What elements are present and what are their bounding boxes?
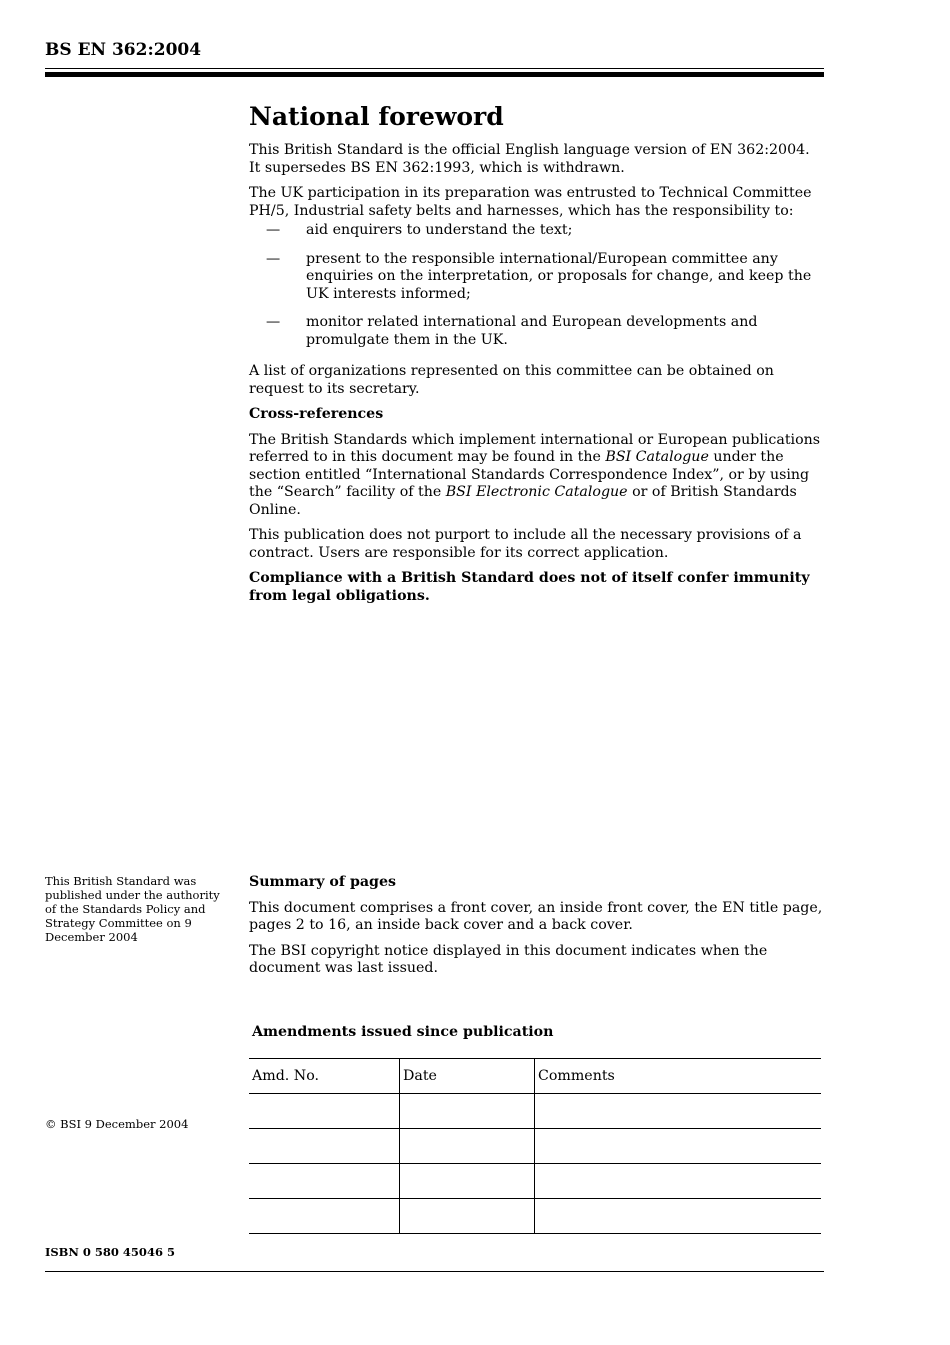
bsi-electronic-catalogue-ref: BSI Electronic Catalogue	[445, 484, 628, 500]
table-cell	[400, 1129, 535, 1164]
list-item: — aid enquirers to understand the text;	[266, 222, 573, 238]
column-header-comments: Comments	[535, 1059, 822, 1094]
table-row	[249, 1094, 821, 1129]
summary-heading: Summary of pages	[249, 874, 396, 890]
provisions-paragraph: This publication does not purport to include all the necessary provisions of a contract. Users are responsible for its correct application.	[249, 527, 802, 561]
column-header-amd-no: Amd. No.	[249, 1059, 400, 1094]
copyright-paragraph: The BSI copyright notice displayed in this document indicates when the document was last issued.	[249, 942, 768, 976]
table-cell	[535, 1129, 822, 1164]
list-item: — monitor related international and European developments and promulgate them in the UK.	[266, 314, 758, 348]
page-title: National foreword	[249, 102, 504, 131]
intro-paragraph: This British Standard is the official English language version of EN 362:2004. It supersedes BS EN 362:1993, which is withdrawn.	[249, 142, 810, 176]
committee-paragraph: The UK participation in its preparation was entrusted to Technical Committee PH/5, Industrial safety belts and harnesses, which has the responsibility to:	[249, 185, 812, 219]
copyright-note: © BSI 9 December 2004	[45, 1117, 189, 1131]
amendments-table	[249, 1058, 821, 1234]
organizations-paragraph: A list of organizations represented on this committee can be obtained on request to its secretary.	[249, 363, 774, 397]
table-cell	[249, 1129, 400, 1164]
footer-rule	[45, 1271, 824, 1272]
cross-references-heading: Cross-references	[249, 406, 384, 422]
table-row	[249, 1164, 821, 1199]
compliance-statement: Compliance with a British Standard does not of itself confer immunity from legal obligations.	[249, 570, 810, 604]
summary-of-pages	[249, 874, 824, 986]
responsibility-list	[249, 222, 824, 349]
table-row	[249, 1199, 821, 1234]
dash-bullet: —	[266, 222, 281, 238]
list-item: — present to the responsible international/European committee any enquiries on the interpretation, or proposals for change, and keep the UK interests informed;	[266, 250, 812, 302]
dash-bullet: —	[266, 250, 281, 267]
header-rule-thin	[45, 68, 824, 69]
table-cell	[249, 1199, 400, 1234]
publication-note: This British Standard was published under the authority of the Standards Policy and Strategy Committee on 9 December 2004	[45, 874, 220, 944]
amendments-title: Amendments issued since publication	[252, 1024, 554, 1040]
table-cell	[535, 1164, 822, 1199]
table-cell	[400, 1094, 535, 1129]
bsi-catalogue-ref: BSI Catalogue	[605, 449, 709, 465]
cross-references-paragraph: The British Standards which implement international or European publications referred to in this document may be found in the BSI Catalogue under the section entitled “International Standards Correspondence Index”, or by using the “Search” facility of the BSI Electronic Catalogue or of British Standards Online.	[249, 431, 821, 518]
national-foreword	[249, 100, 824, 613]
table-cell	[535, 1199, 822, 1234]
summary-paragraph: This document comprises a front cover, an inside front cover, the EN title page, pages 2 to 16, an inside back cover and a back cover.	[249, 899, 823, 933]
isbn: ISBN 0 580 45046 5	[45, 1245, 175, 1259]
table-cell	[249, 1094, 400, 1129]
table-header-row	[249, 1059, 821, 1094]
table-cell	[400, 1199, 535, 1234]
table-cell	[249, 1164, 400, 1199]
table-cell	[535, 1094, 822, 1129]
header-rule-thick	[45, 72, 824, 77]
table-row	[249, 1129, 821, 1164]
column-header-date: Date	[400, 1059, 535, 1094]
table-cell	[400, 1164, 535, 1199]
document-code: BS EN 362:2004	[45, 40, 202, 60]
dash-bullet: —	[266, 314, 281, 330]
